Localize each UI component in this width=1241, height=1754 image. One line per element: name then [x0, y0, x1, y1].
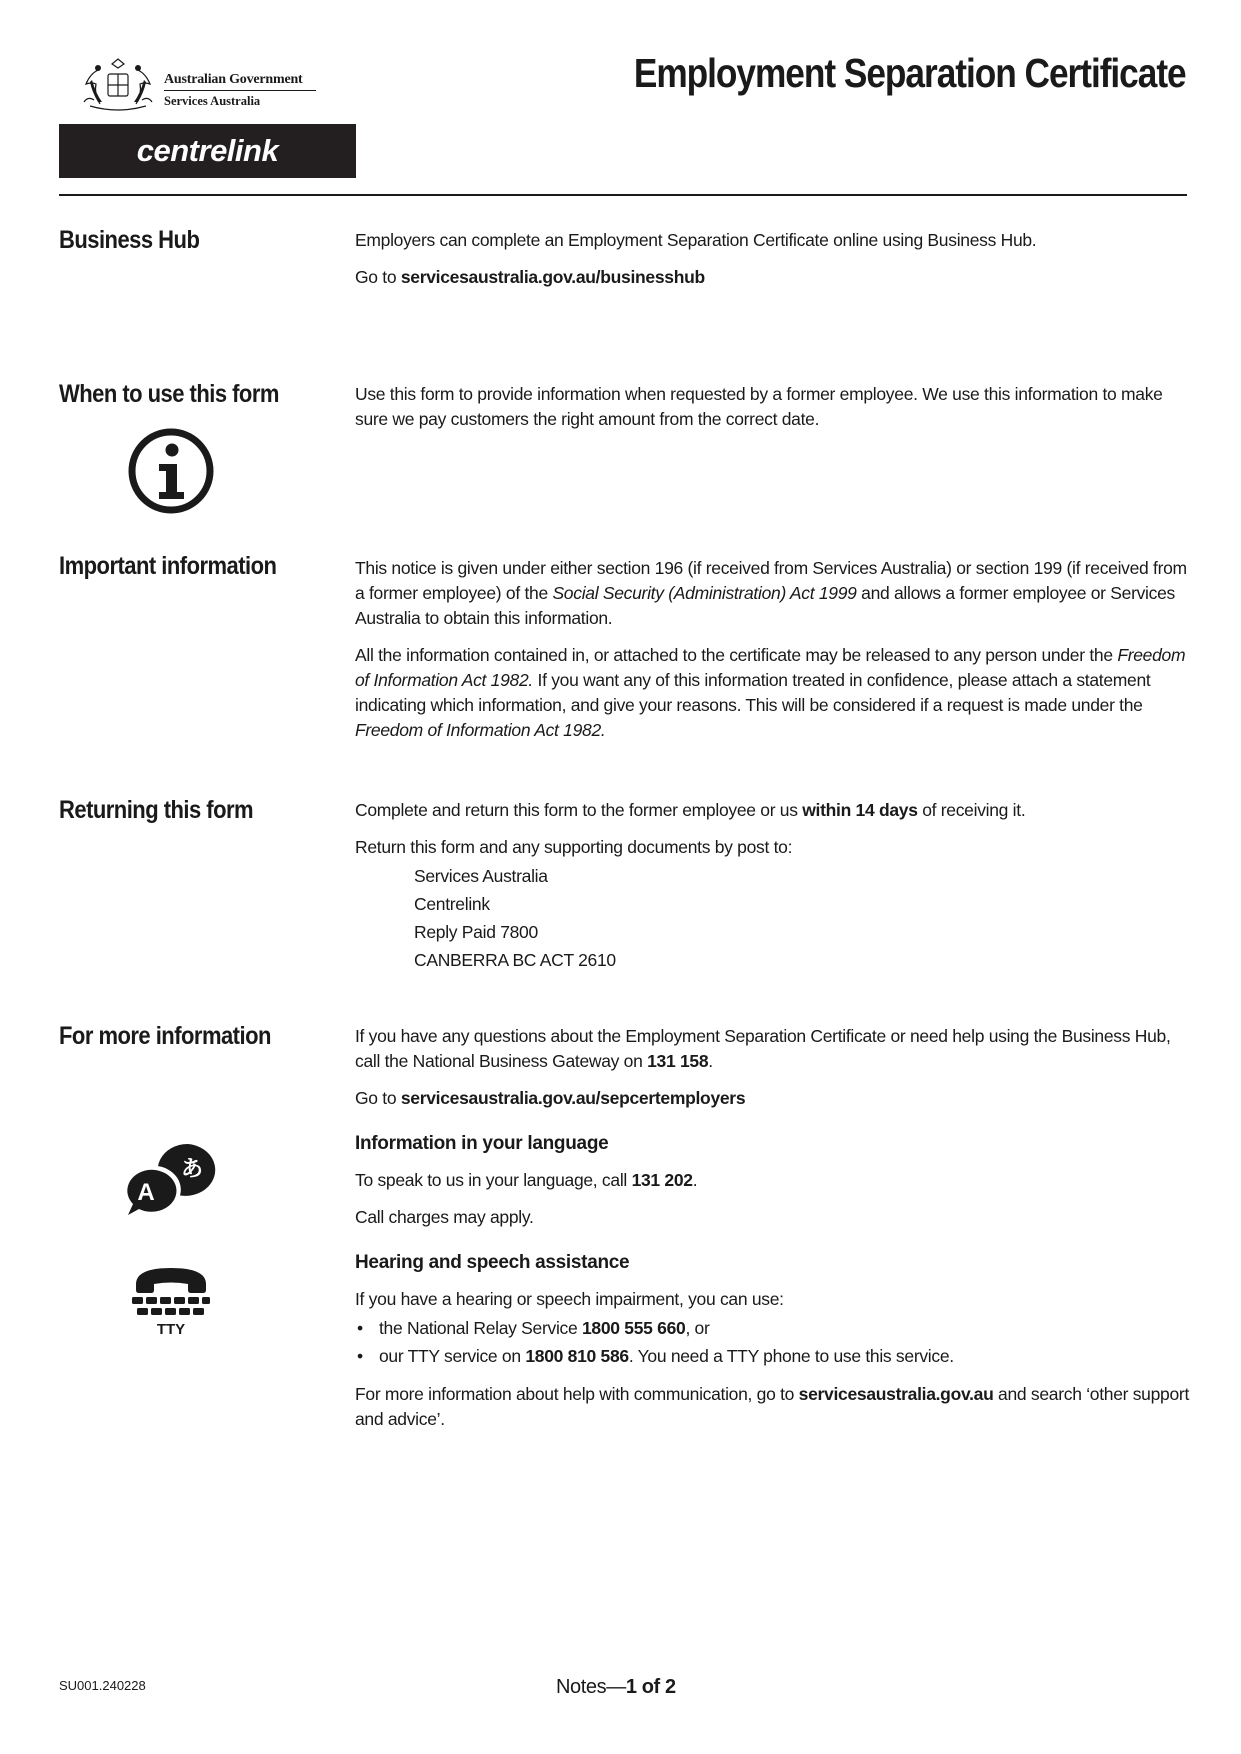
page-number: 1 of 2: [625, 1676, 676, 1698]
gov-divider: [164, 90, 316, 91]
text: .: [692, 1170, 698, 1190]
text: .: [708, 1051, 713, 1071]
text: the National Relay Service: [379, 1318, 582, 1338]
businesshub-link[interactable]: servicesaustralia.gov.au/businesshub: [400, 267, 705, 287]
website-link[interactable]: servicesaustralia.gov.au: [798, 1384, 994, 1404]
tty-phone-icon: [130, 1264, 212, 1340]
phone-number: 131 202: [631, 1170, 693, 1190]
section-heading: For more information: [59, 1022, 271, 1050]
text: If you want any of this information treated in confidence, please attach a statement indicating which information, and give your reasons. This will be considered if a request is made under the: [355, 670, 1151, 715]
section-heading: Returning this form: [59, 796, 254, 824]
list-item: [355, 1342, 1190, 1370]
sepcert-link[interactable]: servicesaustralia.gov.au/sepcertemployers: [400, 1088, 746, 1108]
postal-address: [414, 862, 1190, 974]
paragraph: [355, 798, 1190, 823]
language-icon-glyph: あ: [180, 1157, 204, 1182]
deadline: within 14 days: [802, 800, 918, 820]
act-title: Freedom of Information Act 1982.: [355, 720, 606, 740]
paragraph: Call charges may apply.: [355, 1207, 534, 1227]
text: Complete and return this form to the former employee or us: [355, 800, 803, 820]
text: To speak to us in your language, call: [355, 1170, 632, 1190]
section-body: [355, 1024, 1190, 1444]
list-item: [355, 1314, 1190, 1342]
address-line: CANBERRA BC ACT 2610: [414, 950, 616, 970]
paragraph: If you have a hearing or speech impairment, you can use:: [355, 1289, 784, 1309]
header-divider: [59, 194, 1187, 196]
paragraph: Use this form to provide information when requested by a former employee. We use this information to make sure we pay customers the right amount from the correct date.: [355, 384, 1163, 429]
paragraph: Return this form and any supporting documents by post to:: [355, 837, 793, 857]
coat-of-arms-icon: [76, 56, 160, 114]
paragraph: [355, 556, 1190, 631]
page-indicator: [556, 1676, 676, 1699]
gov-name: Australian Government: [164, 72, 303, 87]
section-heading: Business Hub: [59, 226, 200, 254]
agency-name: Services Australia: [164, 94, 261, 108]
section-body: [355, 382, 1190, 444]
language-speech-bubbles-icon: [118, 1140, 224, 1220]
text: For more information about help with communication, go to: [355, 1384, 799, 1404]
text: This notice is given under either section 196 (if received from Services Australia) or section 199 (if received from a former employee) of the: [355, 558, 1187, 603]
section-body: [355, 798, 1190, 986]
address-line: Reply Paid 7800: [414, 922, 538, 942]
text: . You need a TTY phone to use this service.: [628, 1346, 954, 1366]
text: Go to: [355, 1088, 401, 1108]
subheading-language: Information in your language: [355, 1133, 609, 1154]
paragraph: Employers can complete an Employment Separation Certificate online using Business Hub.: [355, 230, 1037, 250]
text: of receiving it.: [917, 800, 1026, 820]
paragraph: [355, 643, 1190, 743]
text: , or: [685, 1318, 710, 1338]
paragraph: [355, 265, 1190, 290]
section-body: [355, 556, 1190, 755]
text: Go to: [355, 267, 401, 287]
paragraph: [355, 1024, 1190, 1074]
address-line: Centrelink: [414, 894, 490, 914]
text: and allows a former employee or Services Australia to obtain this information.: [355, 583, 1175, 628]
phone-number: 131 158: [647, 1051, 709, 1071]
page-header: [0, 0, 1241, 200]
tty-label: TTY: [156, 1321, 186, 1338]
act-title: Freedom of Information Act 1982.: [355, 645, 1186, 690]
section-body: [355, 228, 1190, 302]
bullet-list: [355, 1314, 1190, 1370]
paragraph: [355, 1086, 1190, 1111]
text: All the information contained in, or attached to the certificate may be released to any person under the: [355, 645, 1118, 665]
phone-number: 1800 555 660: [581, 1318, 686, 1338]
page-title: Employment Separation Certificate: [634, 50, 1186, 96]
form-code: SU001.240228: [59, 1678, 146, 1693]
text: If you have any questions about the Employment Separation Certificate or need help using the Business Hub, call the National Business Gateway on: [355, 1026, 1171, 1071]
australian-government-logo: [76, 56, 321, 114]
address-line: Services Australia: [414, 866, 548, 886]
info-icon: [126, 426, 216, 516]
paragraph: [355, 1382, 1190, 1432]
phone-number: 1800 810 586: [525, 1346, 629, 1366]
section-heading: Important information: [59, 552, 277, 580]
text: and search ‘other support and advice’.: [355, 1384, 1190, 1429]
text: our TTY service on: [379, 1346, 526, 1366]
centrelink-brand-bar: centrelink: [59, 124, 356, 178]
act-title: Social Security (Administration) Act 1999: [552, 583, 857, 603]
subheading-hearing: Hearing and speech assistance: [355, 1252, 630, 1273]
paragraph: [355, 1168, 1190, 1193]
language-icon-letter: A: [137, 1179, 155, 1206]
text: Notes—: [556, 1676, 626, 1698]
section-heading: When to use this form: [59, 380, 279, 408]
